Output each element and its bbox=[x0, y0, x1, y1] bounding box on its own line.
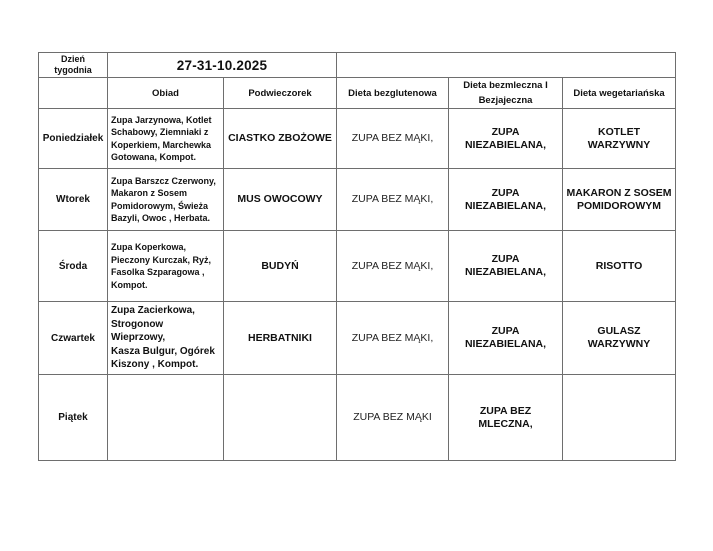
obiad-line: Zupa Jarzynowa, Kotlet bbox=[111, 114, 212, 125]
podwieczorek-cell: BUDYŃ bbox=[224, 231, 337, 302]
bezmleczna-line1: Dieta bezmleczna I bbox=[463, 80, 548, 91]
wegetarianska-line: KOTLET WARZYWNY bbox=[587, 125, 651, 151]
obiad-line: Zupa Zacierkowa, bbox=[111, 305, 195, 317]
wegetarianska-cell bbox=[563, 375, 676, 461]
obiad-line: Kiszony , Kompot. bbox=[111, 359, 199, 371]
menu-row-piatek bbox=[39, 375, 676, 461]
day-label-line2: tygodnia bbox=[54, 65, 92, 75]
obiad-line: Pieczony Kurczak, Ryż, bbox=[111, 254, 212, 265]
obiad-line: Zupa Koperkowa, bbox=[111, 242, 187, 252]
day-name: Wtorek bbox=[39, 169, 108, 231]
column-header-wegetarianska: Dieta wegetariańska bbox=[563, 78, 676, 109]
podwieczorek-cell: HERBATNIKI bbox=[224, 302, 337, 375]
wegetarianska-cell bbox=[563, 109, 676, 169]
bezglutenowa-cell: ZUPA BEZ MĄKI, bbox=[337, 231, 449, 302]
menu-row-czwartek bbox=[39, 302, 676, 375]
day-name: Poniedziałek bbox=[39, 109, 108, 169]
obiad-cell bbox=[108, 231, 224, 302]
empty-header-cell bbox=[39, 78, 108, 109]
bezglutenowa-cell: ZUPA BEZ MĄKI bbox=[337, 375, 449, 461]
wegetarianska-line: POMIDOROWYM bbox=[577, 199, 661, 212]
wegetarianska-line: MAKARON Z SOSEM bbox=[566, 186, 672, 199]
obiad-line: Schabowy, Ziemniaki z bbox=[111, 127, 209, 137]
weekly-menu-table bbox=[38, 52, 676, 461]
date-range: 27-31-10.2025 bbox=[108, 53, 337, 78]
menu-row-poniedzialek bbox=[39, 109, 676, 169]
column-header-bezglutenowa: Dieta bezglutenowa bbox=[337, 78, 449, 109]
day-of-week-header bbox=[39, 53, 108, 78]
empty-title-cell bbox=[337, 53, 676, 78]
obiad-line: Zupa Barszcz Czerwony, bbox=[111, 175, 216, 186]
bezmleczna-line2: Bezjajeczna bbox=[478, 95, 533, 106]
wegetarianska-cell bbox=[563, 169, 676, 231]
wegetarianska-line: GULASZ WARZYWNY bbox=[587, 325, 651, 350]
column-header-row bbox=[39, 78, 676, 109]
column-header-bezmleczna bbox=[449, 78, 563, 109]
menu-row-wtorek bbox=[39, 169, 676, 231]
column-header-podwieczorek: Podwieczorek bbox=[224, 78, 337, 109]
day-name: Czwartek bbox=[39, 302, 108, 375]
wegetarianska-cell bbox=[563, 231, 676, 302]
obiad-cell bbox=[108, 109, 224, 169]
title-row bbox=[39, 53, 676, 78]
obiad-line: Fasolka Szparagowa , bbox=[111, 267, 205, 277]
bezglutenowa-cell: ZUPA BEZ MĄKI, bbox=[337, 169, 449, 231]
obiad-line: Strogonow Wieprzowy, bbox=[111, 318, 166, 344]
podwieczorek-cell: MUS OWOCOWY bbox=[224, 169, 337, 231]
obiad-cell bbox=[108, 302, 224, 375]
obiad-line: Bazyli, Owoc , Herbata. bbox=[111, 213, 211, 223]
bezmleczna-cell: ZUPA NIEZABIELANA, bbox=[449, 169, 563, 231]
obiad-line: Gotowana, Kompot. bbox=[111, 152, 196, 162]
column-header-obiad: Obiad bbox=[108, 78, 224, 109]
day-name: Środa bbox=[39, 231, 108, 302]
obiad-cell bbox=[108, 169, 224, 231]
obiad-line: Koperkiem, Marchewka bbox=[111, 139, 212, 150]
bezglutenowa-cell: ZUPA BEZ MĄKI, bbox=[337, 302, 449, 375]
obiad-cell bbox=[108, 375, 224, 461]
day-name: Piątek bbox=[39, 375, 108, 461]
bezmleczna-cell: ZUPA NIEZABIELANA, bbox=[449, 302, 563, 375]
bezmleczna-cell: ZUPA NIEZABIELANA, bbox=[449, 109, 563, 169]
podwieczorek-cell: CIASTKO ZBOŻOWE bbox=[224, 109, 337, 169]
wegetarianska-line: RISOTTO bbox=[595, 259, 643, 272]
obiad-line: Kasza Bulgur, Ogórek bbox=[111, 345, 215, 357]
obiad-line: Pomidorowym, Świeża bbox=[111, 200, 209, 211]
bezmleczna-cell: ZUPA BEZ MLECZNA, bbox=[449, 375, 563, 461]
podwieczorek-cell bbox=[224, 375, 337, 461]
obiad-line: Makaron z Sosem bbox=[111, 188, 188, 198]
bezglutenowa-cell: ZUPA BEZ MĄKI, bbox=[337, 109, 449, 169]
day-label-line1: Dzień bbox=[60, 54, 85, 64]
obiad-line: Kompot. bbox=[111, 279, 148, 290]
menu-row-sroda bbox=[39, 231, 676, 302]
bezmleczna-cell: ZUPA NIEZABIELANA, bbox=[449, 231, 563, 302]
wegetarianska-cell bbox=[563, 302, 676, 375]
